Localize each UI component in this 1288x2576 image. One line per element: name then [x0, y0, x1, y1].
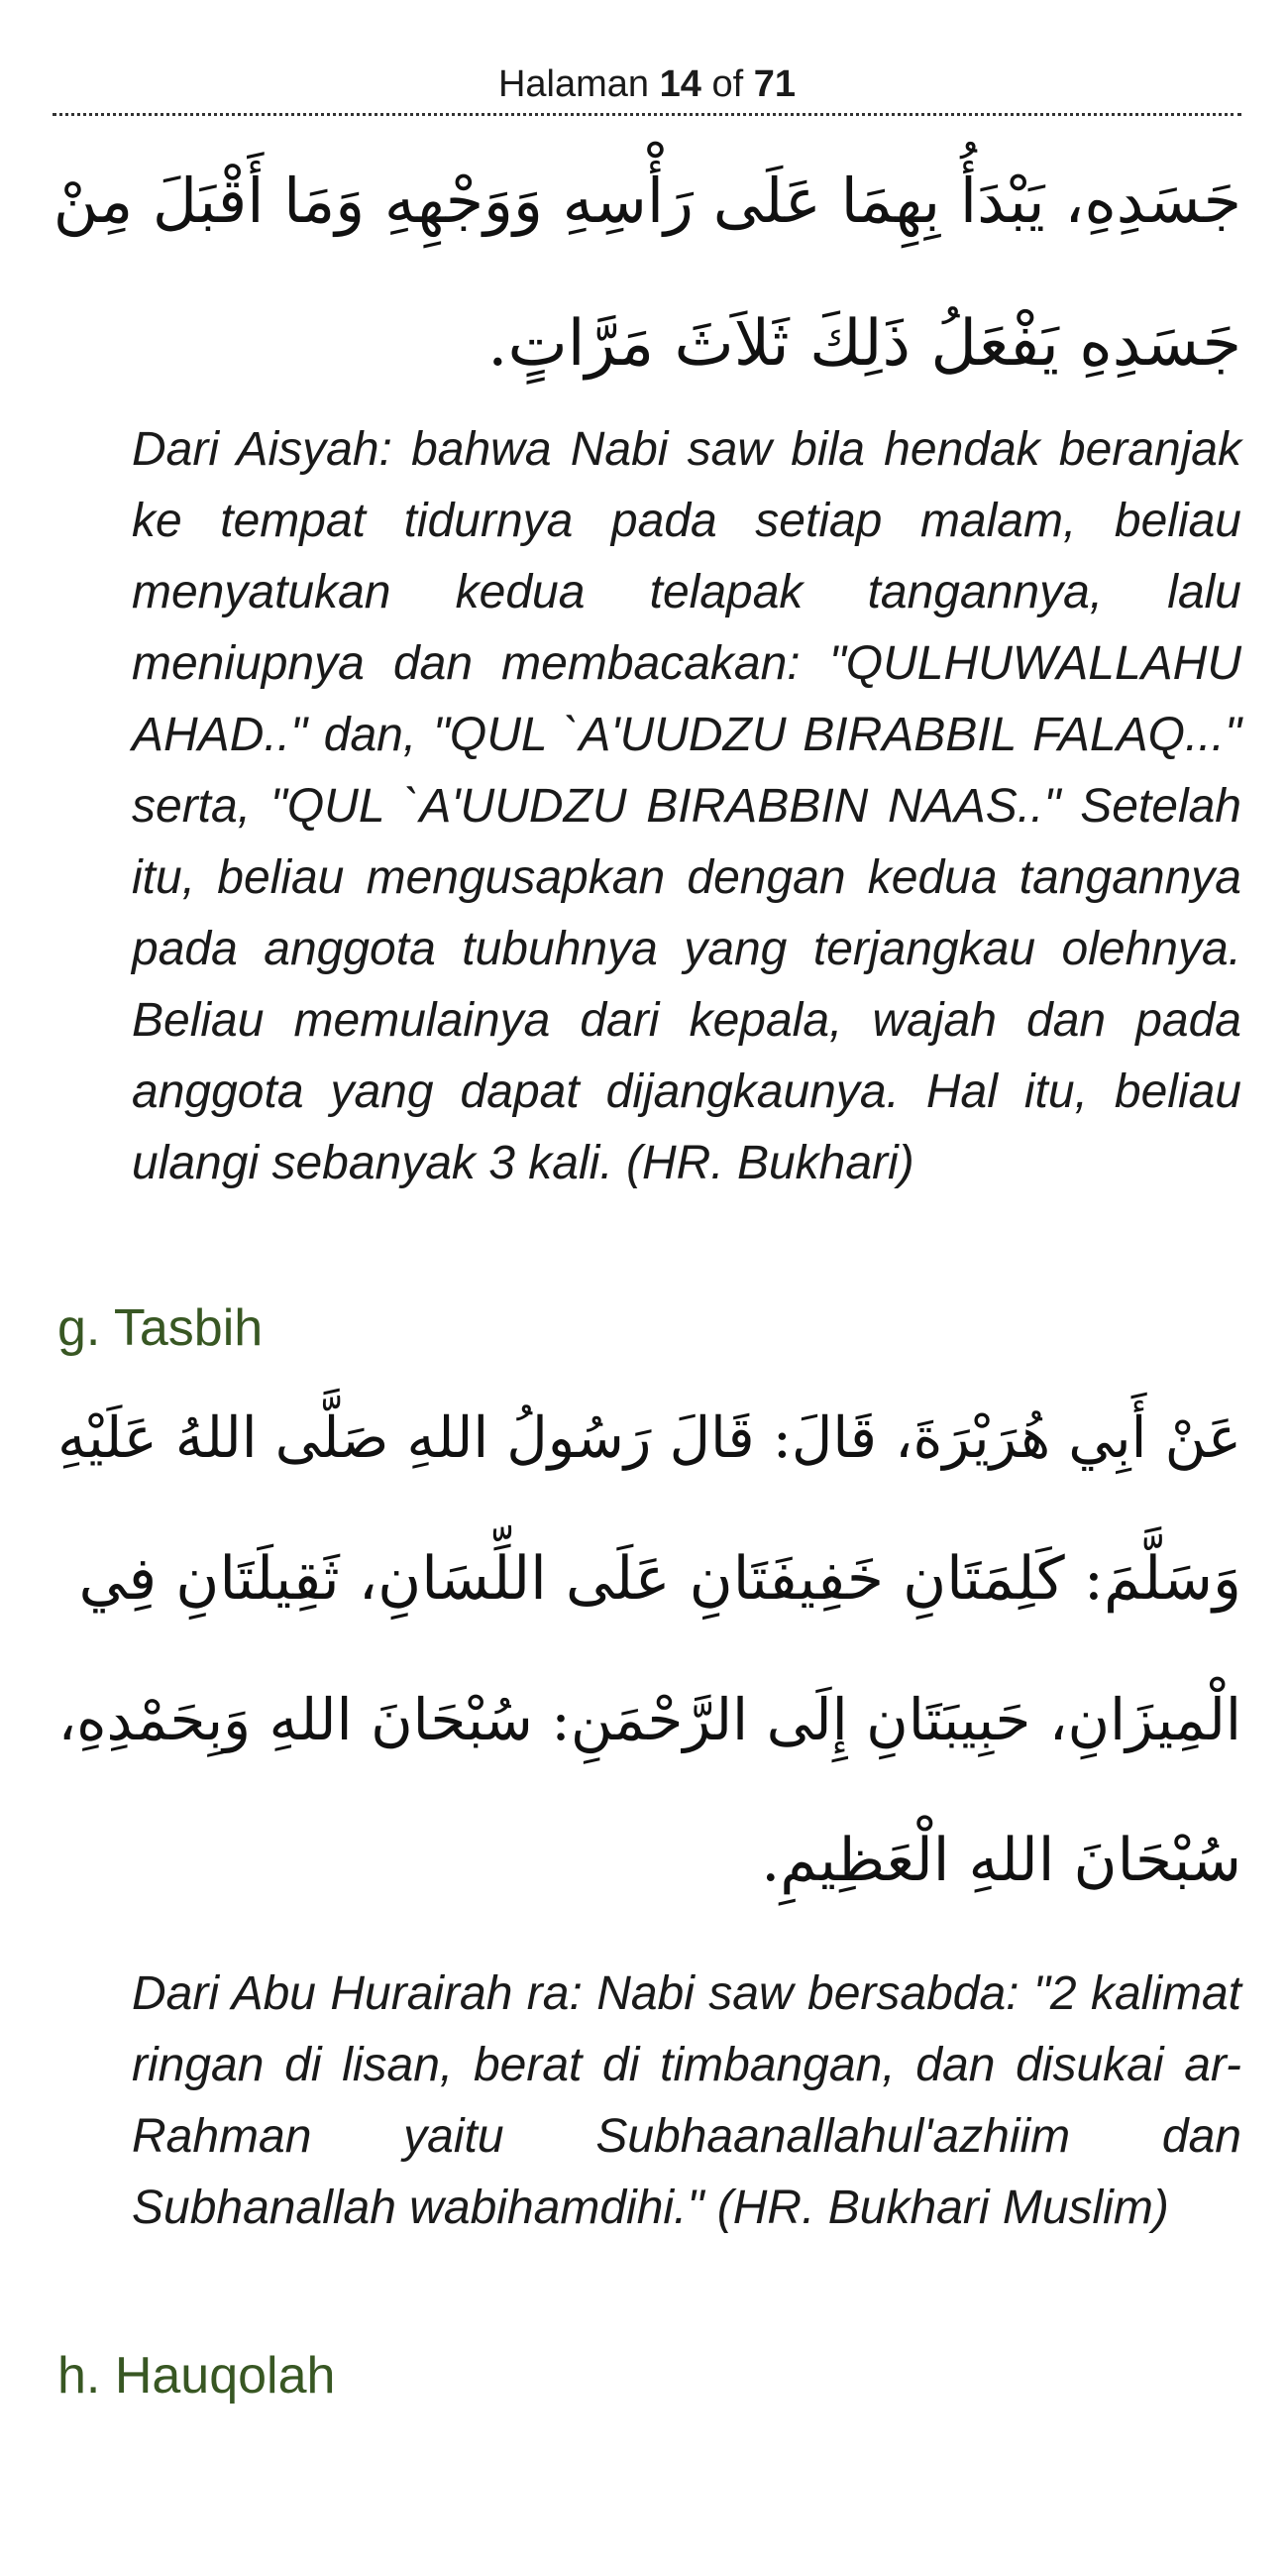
arabic-text-block-top — [53, 129, 1241, 416]
page-label: Halaman — [497, 63, 650, 105]
page-header — [53, 59, 1241, 109]
arabic-line: جَسَدِهِ، يَبْدَأُ بِهِمَا عَلَى رَأْسِهِ وَوَجْهِهِ وَمَا أَقْبَلَ مِنْ — [53, 165, 1241, 237]
arabic-text-block-tasbih — [53, 1368, 1241, 1931]
section-heading-hauqolah: h. Hauqolah — [57, 2347, 336, 2405]
translation-paragraph-top: Dari Aisyah: bahwa Nabi saw bila hendak beranjak ke tempat tidurnya pada setiap malam, beliau menyatukan kedua telapak tangannya, lalu meniupnya dan membacakan: "QULHUWALLAHU AHAD.." dan, "QUL `A'UUDZU BIRABBIL FALAQ..." serta, "QUL `A'UUDZU BIRABBIN NAAS.." Setelah itu, beliau mengusapkan dengan kedua tangannya pada anggota tubuhnya yang terjangkau olehnya. Beliau memulainya dari kepala, wajah dan pada anggota yang dapat dijangkaunya. Hal itu, beliau ulangi sebanyak 3 kali. (HR. Bukhari) — [132, 423, 1241, 1189]
current-page-number: 14 — [659, 63, 701, 105]
arabic-line: وَسَلَّمَ: كَلِمَتَانِ خَفِيفَتَانِ عَلَى اللِّسَانِ، ثَقِيلَتَانِ فِي — [78, 1544, 1241, 1614]
arabic-line: الْمِيزَانِ، حَبِيبَتَانِ إِلَى الرَّحْمَنِ: سُبْحَانَ اللهِ وَبِحَمْدِهِ، — [57, 1686, 1241, 1753]
total-page-number: 71 — [753, 63, 797, 105]
arabic-line: سُبْحَانَ اللهِ الْعَظِيمِ. — [761, 1826, 1241, 1895]
section-heading-tasbih: g. Tasbih — [57, 1299, 264, 1357]
arabic-line: عَنْ أَبِي هُرَيْرَةَ، قَالَ: قَالَ رَسُولُ اللهِ صَلَّى اللهُ عَلَيْهِ — [57, 1405, 1241, 1471]
translation-paragraph-tasbih: Dari Abu Hurairah ra: Nabi saw bersabda: "2 kalimat ringan di lisan, berat di timbangan, dan disukai ar-Rahman yaitu Subhaanallahul'azhiim dan Subhanallah wabihamdihi." (HR. Bukhari Muslim) — [132, 1967, 1241, 2234]
arabic-line: جَسَدِهِ يَفْعَلُ ذَلِكَ ثَلاَثَ مَرَّاتٍ. — [487, 307, 1241, 381]
page-of-label: of — [711, 63, 744, 105]
header-divider — [53, 113, 1241, 116]
